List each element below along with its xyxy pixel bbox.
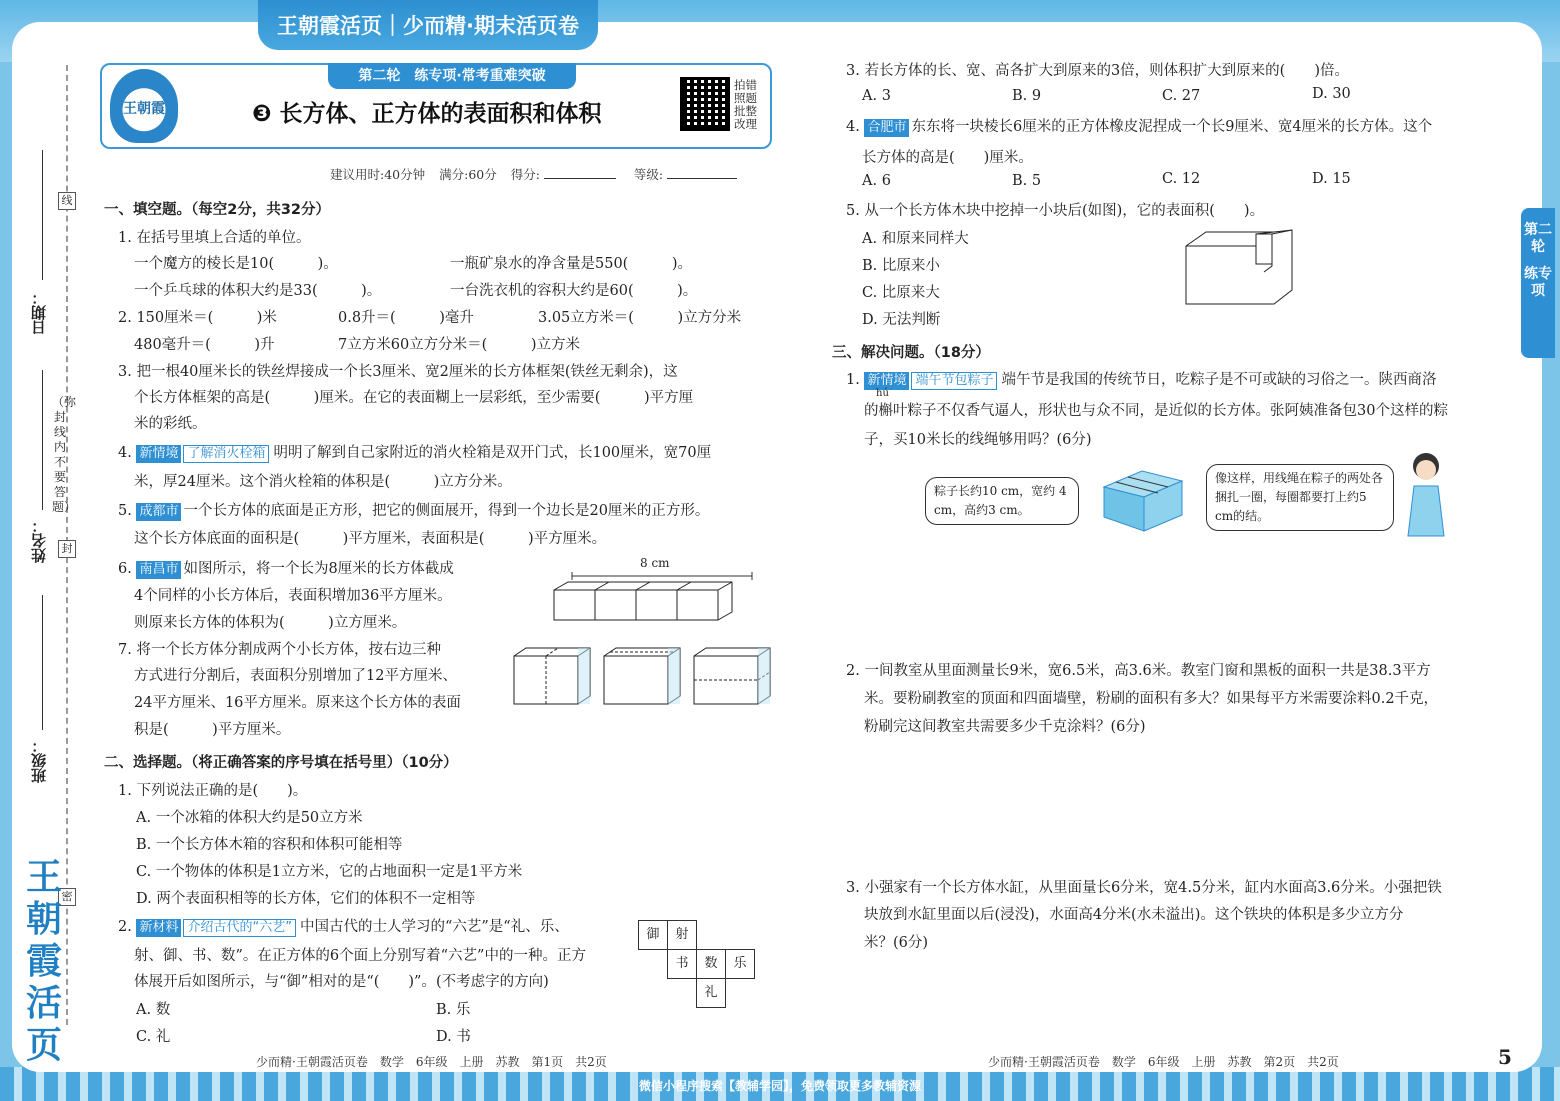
s2-q2-line2: 射、御、书、数”。在正方体的6个面上分别写着“六艺”中的一种。正方 <box>134 948 586 964</box>
s2-q1-option-a[interactable]: A. 一个冰箱的体积大约是50立方米 <box>136 810 363 826</box>
lesson-header <box>100 63 772 149</box>
q6-cuboid-figure <box>552 570 772 622</box>
s1-q1d: 一台洗衣机的容积大约是60( )。 <box>450 283 698 299</box>
s1-q7-line1: 7. 将一个长方体分割成两个小长方体，按右边三种 <box>118 642 441 658</box>
s2-q2: 2. 新材料 介绍古代的“六艺” 中国古代的士人学习的“六艺”是“礼、乐、 <box>118 919 569 935</box>
s1-q1b: 一瓶矿泉水的净含量是550( )。 <box>450 256 692 272</box>
s2-q4-option-c[interactable]: C. 12 <box>1162 171 1201 187</box>
s2-q3: 3. 若长方体的长、宽、高各扩大到原来的3倍，则体积扩大到原来的( )倍。 <box>846 63 1349 79</box>
s3-q2-line1: 2. 一间教室从里面测量长9米，宽6.5米，高3.6米。教室门窗和黑板的面积一共是38.3平方 <box>846 663 1431 679</box>
qr-code-icon[interactable] <box>680 77 730 131</box>
meta-score: 得分: <box>510 167 540 182</box>
s1-q2b: 0.8升＝( )毫升 <box>338 310 474 326</box>
tag-new-context: 新情境 <box>136 445 181 463</box>
seal-note: （弥封线内不要答题） <box>52 395 77 514</box>
s3-q2-line3: 粉刷完这间教室共需要多少千克涂料？(6分) <box>864 719 1146 735</box>
net-cell: 数 <box>696 949 726 979</box>
s1-q3-line2: 个长方体框架的高是( )厘米。在它的表面糊上一层彩纸，至少需要( )平方厘 <box>134 390 694 406</box>
tag-city: 南昌市 <box>136 561 181 579</box>
s2-q3-option-a[interactable]: A. 3 <box>862 88 891 104</box>
s2-q4-option-b[interactable]: B. 5 <box>1012 173 1042 189</box>
brand-logo-text: 王朝霞活页 <box>26 856 63 1066</box>
q6-figure-label: 8 cm <box>640 556 670 570</box>
exam-meta <box>330 165 737 183</box>
round-side-tab <box>1521 208 1555 358</box>
s2-q1-option-d[interactable]: D. 两个表面积相等的长方体，它们的体积不一定相等 <box>136 891 476 907</box>
s1-q6-line3: 则原来长方体的体积为( )立方厘米。 <box>134 615 407 631</box>
s2-q4-option-a[interactable]: A. 6 <box>862 173 891 189</box>
class-label: 班级： <box>30 738 48 783</box>
s2-q3-option-b[interactable]: B. 9 <box>1012 88 1042 104</box>
tag-city: 合肥市 <box>864 119 909 137</box>
qr-caption: 拍错照题批整改理 <box>734 78 757 131</box>
s1-q2c: 3.05立方米＝( )立方分米 <box>538 310 742 326</box>
meta-grade: 等级: <box>633 167 664 182</box>
s3-q1-line1: 端午节是我国的传统节日，吃粽子是不可或缺的习俗之一。陕西商洛 <box>1001 372 1437 388</box>
s1-q3-line3: 米的彩纸。 <box>134 416 207 432</box>
side-tab-line2: 练专项 <box>1524 266 1552 299</box>
net-cell: 礼 <box>696 978 726 1008</box>
date-blank[interactable] <box>42 150 43 280</box>
publisher-logo: 王朝霞 <box>110 69 178 143</box>
s1-q6-line1: 如图所示，将一个长为8厘米的长方体截成 <box>183 561 454 577</box>
s1-q2a: 2. 150厘米＝( )米 <box>118 310 277 326</box>
s1-q4-line1: 明明了解到自己家附近的消火栓箱是双开门式，长100厘米，宽70厘 <box>273 445 712 461</box>
s1-q7-line3: 24平方厘米、16平方厘米。原来这个长方体的表面 <box>134 695 461 711</box>
s3-q1: 1. 新情境 端午节包粽子 端午节是我国的传统节日，吃粽子是不可或缺的习俗之一。陕西商洛 <box>846 372 1437 388</box>
s2-q2-option-d[interactable]: D. 书 <box>436 1029 471 1045</box>
s3-q3-line3: 米？(6分) <box>864 935 929 951</box>
s2-q2-option-b[interactable]: B. 乐 <box>436 1002 471 1018</box>
side-tab-line1: 第二轮 <box>1524 222 1552 255</box>
s1-q6-line2: 4个同样的小长方体后，表面积增加36平方厘米。 <box>134 588 452 604</box>
net-cell: 御 <box>638 920 668 950</box>
s1-q5: 5. 成都市 一个长方体的底面是正方形，把它的侧面展开，得到一个边长是20厘米的正方形。 <box>118 503 710 519</box>
grade-blank[interactable] <box>667 178 737 179</box>
zongzi-illustration <box>1102 465 1184 535</box>
q7-cut-figures <box>512 644 774 706</box>
name-blank[interactable] <box>42 370 43 510</box>
round-tag: 第二轮 练专项·常考重难突破 <box>328 63 576 89</box>
s3-q3-line2: 块放到水缸里面以后(浸没)，水面高4分米(水未溢出)。这个铁块的体积是多少立方分 <box>864 907 1404 923</box>
s2-q4-line2: 长方体的高是( )厘米。 <box>862 150 1033 166</box>
tag-new-context: 新情境 <box>864 372 909 390</box>
s2-q2-option-a[interactable]: A. 数 <box>136 1002 171 1018</box>
s1-q3-line1: 3. 把一根40厘米长的铁丝焊接成一个长3厘米、宽2厘米的长方体框架(铁丝无剩余)，这 <box>118 364 678 380</box>
speech-bubble-string: 像这样，用线绳在粽子的两处各捆扎一圈，每圈都要打上约5 cm的结。 <box>1206 464 1394 531</box>
net-cell: 射 <box>667 920 697 950</box>
seal-mark-line: 线 <box>58 192 76 210</box>
promo-note: 微信小程序搜索【教辅学园】，免费领取更多教辅资源 <box>638 1079 921 1093</box>
s3-q1-line2: 的槲叶粽子不仅香气逼人，形状也与众不同，是近似的长方体。张阿姨准备包30个这样的粽 <box>864 403 1448 419</box>
s1-q4-line2: 米，厚24厘米。这个消火栓箱的体积是( )立方分米。 <box>134 474 512 490</box>
footer-left: 少而精·王朝霞活页卷 数学 6年级 上册 苏教 第1页 共2页 <box>256 1055 607 1069</box>
s2-q4-option-d[interactable]: D. 15 <box>1312 171 1351 187</box>
seal-mark-seal: 封 <box>58 540 76 558</box>
s1-q4: 4. 新情境 了解消火栓箱 明明了解到自己家附近的消火栓箱是双开门式，长100厘米，宽70厘 <box>118 445 712 461</box>
s1-q7-line2: 方式进行分割后，表面积分别增加了12平方厘米、 <box>134 668 457 684</box>
s2-q4: 4. 合肥市 东东将一块棱长6厘米的正方体橡皮泥捏成一个长9厘米、宽4厘米的长方体。这个 <box>846 119 1433 135</box>
tag-new-material: 新材料 <box>136 919 181 937</box>
banner-title: 王朝霞活页｜少而精·期末活页卷 <box>258 0 598 50</box>
s2-q2-line3: 体展开后如图所示，与“御”相对的是“( )”。(不考虑字的方向) <box>134 974 549 990</box>
s1-q6: 6. 南昌市 如图所示，将一个长为8厘米的长方体截成 <box>118 561 454 577</box>
seal-mark-secret: 密 <box>58 888 76 906</box>
section2-title: 二、选择题。（将正确答案的序号填在括号里）（10分） <box>104 755 458 771</box>
footer-right: 少而精·王朝霞活页卷 数学 6年级 上册 苏教 第2页 共2页 <box>988 1055 1339 1069</box>
s2-q5-option-d[interactable]: D. 无法判断 <box>862 312 941 328</box>
section1-title: 一、填空题。（每空2分，共32分） <box>104 202 331 218</box>
s2-q5-option-b[interactable]: B. 比原来小 <box>862 258 940 274</box>
speech-bubble-size: 粽子长约10 cm，宽约 4 cm，高约3 cm。 <box>925 477 1079 525</box>
s2-q4-line1: 东东将一块棱长6厘米的正方体橡皮泥捏成一个长9厘米、宽4厘米的长方体。这个 <box>911 119 1433 135</box>
date-label: 日期： <box>30 290 48 335</box>
s1-q1c: 一个乒乓球的体积大约是33( )。 <box>134 283 382 299</box>
teacher-illustration <box>1404 450 1450 540</box>
s1-q2d: 480毫升＝( )升 <box>134 337 275 353</box>
s2-q5-option-c[interactable]: C. 比原来大 <box>862 285 940 301</box>
s1-q1a: 一个魔方的棱长是10( )。 <box>134 256 338 272</box>
section3-title: 三、解决问题。（18分） <box>832 345 990 361</box>
score-blank[interactable] <box>544 178 616 179</box>
s1-q5-line2: 这个长方体底面的面积是( )平方厘米，表面积是( )平方厘米。 <box>134 531 607 547</box>
s2-q5-option-a[interactable]: A. 和原来同样大 <box>862 231 969 247</box>
s2-q2-line1: 中国古代的士人学习的“六艺”是“礼、乐、 <box>299 919 569 935</box>
s1-q1: 1. 在括号里填上合适的单位。 <box>118 230 311 246</box>
s2-q2-option-c[interactable]: C. 礼 <box>136 1029 171 1045</box>
name-label: 姓名： <box>30 518 48 563</box>
meta-time: 建议用时:40分钟 <box>330 167 426 182</box>
tag-topic: 了解消火栓箱 <box>183 445 269 463</box>
meta-full: 满分:60分 <box>439 167 497 182</box>
s1-q2e: 7立方米60立方分米＝( )立方米 <box>338 337 580 353</box>
s3-q1-line3: 子，买10米长的线绳够用吗？(6分) <box>864 432 1092 448</box>
net-cell: 书 <box>667 949 697 979</box>
tag-topic: 介绍古代的“六艺” <box>183 919 295 937</box>
s2-q1-option-c[interactable]: C. 一个物体的体积是1立方米，它的占地面积一定是1平方米 <box>136 864 523 880</box>
tag-topic: 端午节包粽子 <box>911 372 997 390</box>
s1-q5-line1: 一个长方体的底面是正方形，把它的侧面展开，得到一个边长是20厘米的正方形。 <box>183 503 710 519</box>
pinyin-hu: hú <box>876 388 889 399</box>
s2-q3-option-c[interactable]: C. 27 <box>1162 88 1201 104</box>
tag-city: 成都市 <box>136 503 181 521</box>
s2-q1-option-b[interactable]: B. 一个长方体木箱的容积和体积可能相等 <box>136 837 403 853</box>
s2-q1: 1. 下列说法正确的是( )。 <box>118 783 308 799</box>
s2-q5: 5. 从一个长方体木块中挖掉一小块后(如图)，它的表面积( )。 <box>846 203 1265 219</box>
s3-q3-line1: 3. 小强家有一个长方体水缸，从里面量长6分米，宽4.5分米，缸内水面高3.6分米。小强把铁 <box>846 880 1442 896</box>
s3-q2-line2: 米。要粉刷教室的顶面和四面墙壁，粉刷的面积有多大？如果每平方米需要涂料0.2千克， <box>864 691 1439 707</box>
q5-notched-cuboid-figure <box>1184 228 1298 308</box>
class-blank[interactable] <box>42 595 43 730</box>
page-number: 5 <box>1498 1045 1512 1069</box>
s2-q3-option-d[interactable]: D. 30 <box>1312 86 1351 102</box>
net-cell: 乐 <box>725 949 755 979</box>
lesson-title: ❸ 长方体、正方体的表面积和体积 <box>252 101 602 127</box>
s1-q7-line4: 积是( )平方厘米。 <box>134 722 291 738</box>
